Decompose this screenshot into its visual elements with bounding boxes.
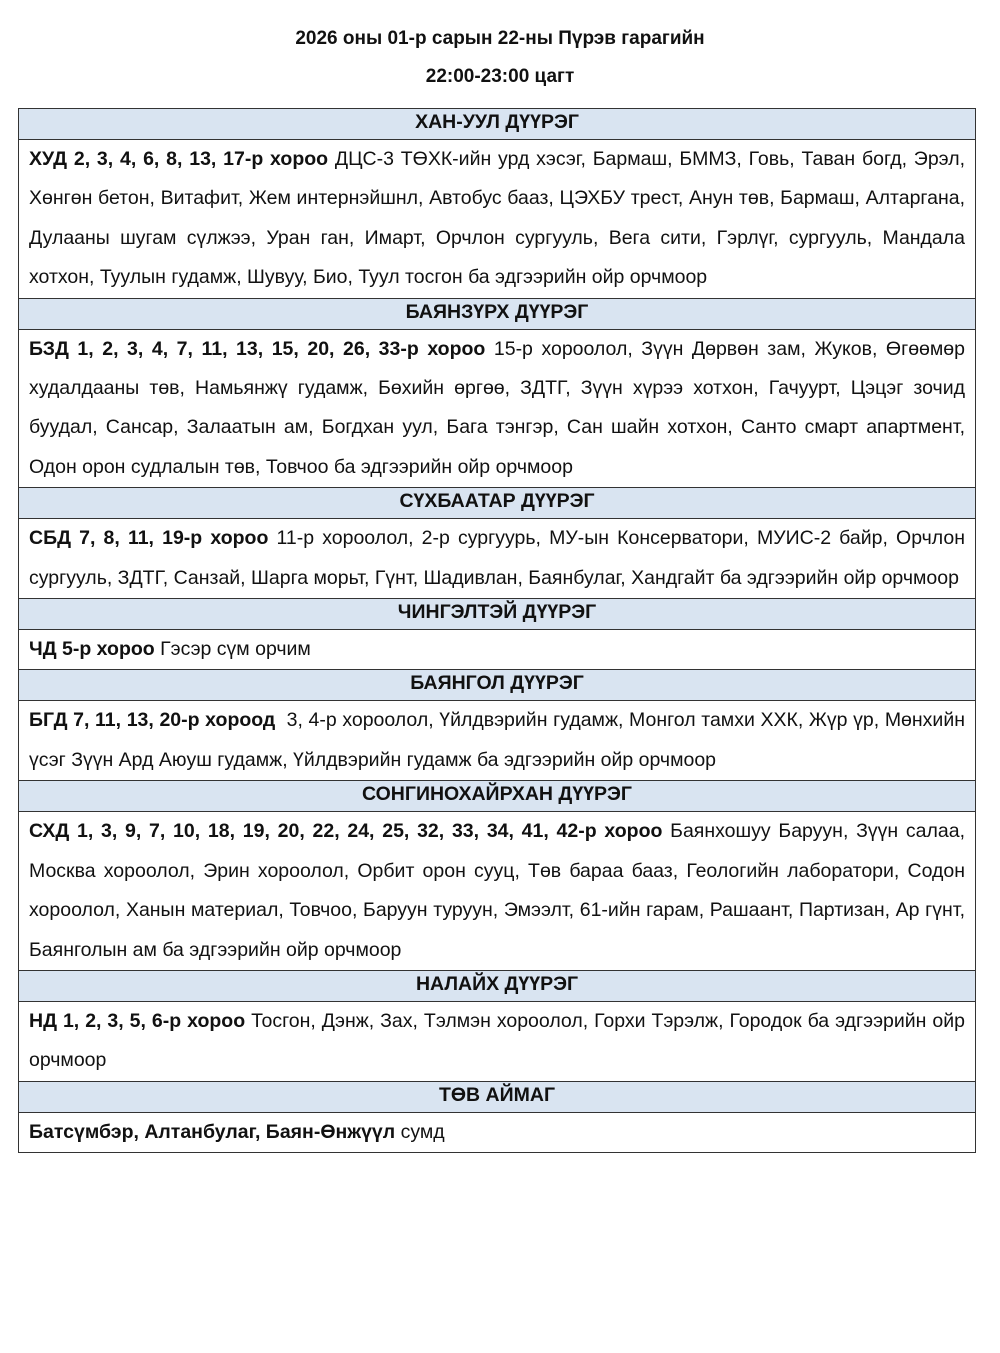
location-list: Тосгон, Дэнж, Зах, Тэлмэн хороолол, Горхи Тэрэлж, Городок ба эдгээрийн ойр орчмоор <box>29 1009 965 1072</box>
district-header: БАЯНГОЛ ДҮҮРЭГ <box>19 670 976 701</box>
district-details <box>19 1112 976 1152</box>
district-details <box>19 329 976 488</box>
khoroo-list: СХД 1, 3, 9, 7, 10, 18, 19, 20, 22, 24, 25, 32, 33, 34, 41, 42-р хороо <box>29 820 663 843</box>
district-header: НАЛАЙХ ДҮҮРЭГ <box>19 970 976 1001</box>
district-header: ХАН-УУЛ ДҮҮРЭГ <box>19 109 976 140</box>
section-header-row <box>19 488 976 519</box>
section-body-row <box>19 140 976 299</box>
section-header-row <box>19 670 976 701</box>
location-list: сумд <box>395 1120 445 1143</box>
location-list: 3, 4-р хороолол, Үйлдвэрийн гудамж, Монгол тамхи ХХК, Жүр үр, Мөнхийн үсэг Зүүн Ард Аюуш гудамж, Үйлдвэрийн гудамж ба эдгээрийн ойр орчмоор <box>29 709 971 771</box>
section-header-row <box>19 1081 976 1112</box>
section-header-row <box>19 298 976 329</box>
location-list: Гэсэр сүм орчим <box>154 638 311 661</box>
district-header: ЧИНГЭЛТЭЙ ДҮҮРЭГ <box>19 599 976 630</box>
section-body-row <box>19 1001 976 1081</box>
district-details <box>19 701 976 781</box>
location-list: 11-р хороолол, 2-р сургуурь, МУ-ын Консерватори, МУИС-2 байр, Орчлон сургууль, ЗДТГ, Санзай, Шарга морьт, Гүнт, Шадивлан, Баянбулаг, Хандгайт ба эдгээрийн ойр орчмоор <box>29 527 965 589</box>
section-header-row <box>19 970 976 1001</box>
outage-schedule-table <box>18 108 976 1153</box>
section-header-row <box>19 599 976 630</box>
document-title-time: 22:00-23:00 цагт <box>425 66 575 87</box>
district-header: СҮХБААТАР ДҮҮРЭГ <box>19 488 976 519</box>
district-details <box>19 519 976 599</box>
district-details <box>19 140 976 299</box>
khoroo-list: СБД 7, 8, 11, 19-р хороо <box>29 527 269 550</box>
district-header: БАЯНЗҮРХ ДҮҮРЭГ <box>19 298 976 329</box>
section-body-row <box>19 630 976 670</box>
district-header: ТӨВ АЙМАГ <box>19 1081 976 1112</box>
section-header-row <box>19 109 976 140</box>
section-header-row <box>19 781 976 812</box>
khoroo-list: Батсүмбэр, Алтанбулаг, Баян-Өнжүүл <box>29 1120 396 1143</box>
khoroo-list: НД 1, 2, 3, 5, 6-р хороо <box>29 1009 246 1032</box>
document-title-date: 2026 оны 01-р сарын 22-ны Пүрэв гарагийн <box>295 28 705 49</box>
section-body-row <box>19 812 976 971</box>
location-list: ДЦС-3 ТӨХК-ийн урд хэсэг, Бармаш, БММЗ, Говь, Таван богд, Эрэл, Хөнгөн бетон, Витафит, Жем интернэйшнл, Автобус бааз, ЦЭХБУ трест, Анун төв, Бармаш, Алтаргана, Дулааны шугам сүлжээ, Уран ган, Имарт, Орчлон сургууль, Вега сити, Гэрлүг, сургууль, Мандала хотхон, Туулын гудамж, Шувуу, Био, Туул тосгон ба эдгээрийн ойр орчмоор <box>29 148 965 289</box>
khoroo-list: БЗД 1, 2, 3, 4, 7, 11, 13, 15, 20, 26, 33-р хороо <box>29 337 486 360</box>
location-list: 15-р хороолол, Зүүн Дөрвөн зам, Жуков, Өгөөмөр худалдааны төв, Намьянжү гудамж, Бөхийн өргөө, ЗДТГ, Зүүн хүрээ хотхон, Гачуурт, Цэцэг зочид буудал, Сансар, Залаатын ам, Богдхан уул, Бага тэнгэр, Сан шайн хотхон, Санто смарт апартмент, Одон орон судлалын төв, Товчоо ба эдгээрийн ойр орчмоор <box>29 337 965 478</box>
khoroo-list: БГД 7, 11, 13, 20-р хороод <box>29 709 276 732</box>
district-details <box>19 1001 976 1081</box>
khoroo-list: ЧД 5-р хороо <box>29 638 155 661</box>
district-details <box>19 630 976 670</box>
section-body-row <box>19 1112 976 1152</box>
section-body-row <box>19 701 976 781</box>
section-body-row <box>19 519 976 599</box>
location-list: Баянхошуу Баруун, Зүүн салаа, Москва хороолол, Эрин хороолол, Орбит орон сууц, Төв бараа бааз, Геологийн лаборатори, Содон хороолол, Ханын материал, Товчоо, Баруун туруун, Эмээлт, 61-ийн гарам, Рашаант, Партизан, Ар гүнт, Баянголын ам ба эдгээрийн ойр орчмоор <box>29 820 965 961</box>
district-details <box>19 812 976 971</box>
district-header: СОНГИНОХАЙРХАН ДҮҮРЭГ <box>19 781 976 812</box>
section-body-row <box>19 329 976 488</box>
khoroo-list: ХУД 2, 3, 4, 6, 8, 13, 17-р хороо <box>29 148 329 170</box>
